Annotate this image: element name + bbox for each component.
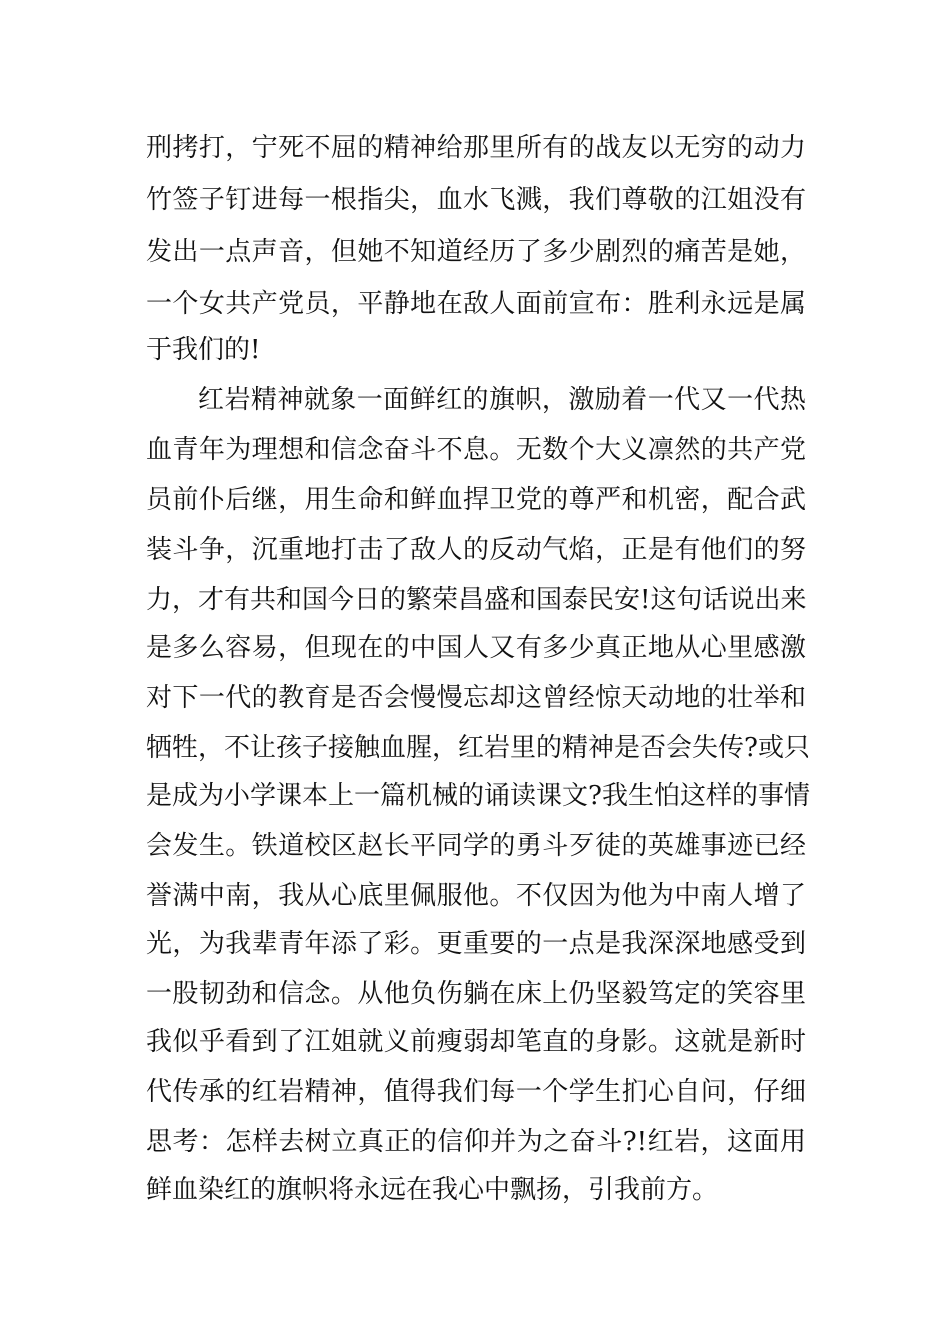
- paragraph-2-line-7: 对下一代的教育是否会慢慢忘却这曾经惊天动地的壮举和: [146, 683, 806, 713]
- paragraph-2-line-9: 是成为小学课本上一篇机械的诵读课文?我生怕这样的事情: [146, 781, 810, 811]
- paragraph-1-line-5: 于我们的!: [146, 335, 261, 365]
- paragraph-2-line-12: 光，为我辈青年添了彩。更重要的一点是我深深地感受到: [146, 929, 806, 959]
- paragraph-1-line-4: 一个女共产党员，平静地在敌人面前宣布：胜利永远是属: [146, 289, 806, 319]
- paragraph-1-line-3: 发出一点声音，但她不知道经历了多少剧烈的痛苦是她，: [146, 237, 806, 267]
- paragraph-2-line-1: 红岩精神就象一面鲜红的旗帜，激励着一代又一代热: [198, 385, 806, 415]
- paragraph-2-line-16: 思考：怎样去树立真正的信仰并为之奋斗?!红岩，这面用: [146, 1127, 806, 1157]
- paragraph-2-line-10: 会发生。铁道校区赵长平同学的勇斗歹徒的英雄事迹已经: [146, 831, 806, 861]
- paragraph-2-line-4: 装斗争，沉重地打击了敌人的反动气焰，正是有他们的努: [146, 535, 806, 565]
- paragraph-2-line-15: 代传承的红岩精神，值得我们每一个学生扪心自问，仔细: [146, 1077, 806, 1107]
- paragraph-2-line-11: 誉满中南，我从心底里佩服他。不仅因为他为中南人增了: [146, 881, 806, 911]
- paragraph-1-line-2: 竹签子钉进每一根指尖，血水飞溅，我们尊敬的江姐没有: [146, 185, 806, 215]
- paragraph-2-line-8: 牺牲，不让孩子接触血腥，红岩里的精神是否会失传?或只: [146, 733, 810, 763]
- paragraph-2-line-5: 力，才有共和国今日的繁荣昌盛和国泰民安!这句话说出来: [146, 585, 807, 615]
- paragraph-1-line-1: 刑拷打，宁死不屈的精神给那里所有的战友以无穷的动力: [146, 133, 806, 163]
- paragraph-2-line-6: 是多么容易，但现在的中国人又有多少真正地从心里感激: [146, 633, 806, 663]
- paragraph-2-line-3: 员前仆后继，用生命和鲜血捍卫党的尊严和机密，配合武: [146, 485, 806, 515]
- paragraph-2-line-2: 血青年为理想和信念奋斗不息。无数个大义凛然的共产党: [146, 435, 806, 465]
- paragraph-2-line-14: 我似乎看到了江姐就义前瘦弱却笔直的身影。这就是新时: [146, 1027, 806, 1057]
- paragraph-2-line-13: 一股韧劲和信念。从他负伤躺在床上仍坚毅笃定的笑容里: [146, 979, 806, 1009]
- paragraph-2-line-17: 鲜血染红的旗帜将永远在我心中飘扬，引我前方。: [146, 1175, 719, 1205]
